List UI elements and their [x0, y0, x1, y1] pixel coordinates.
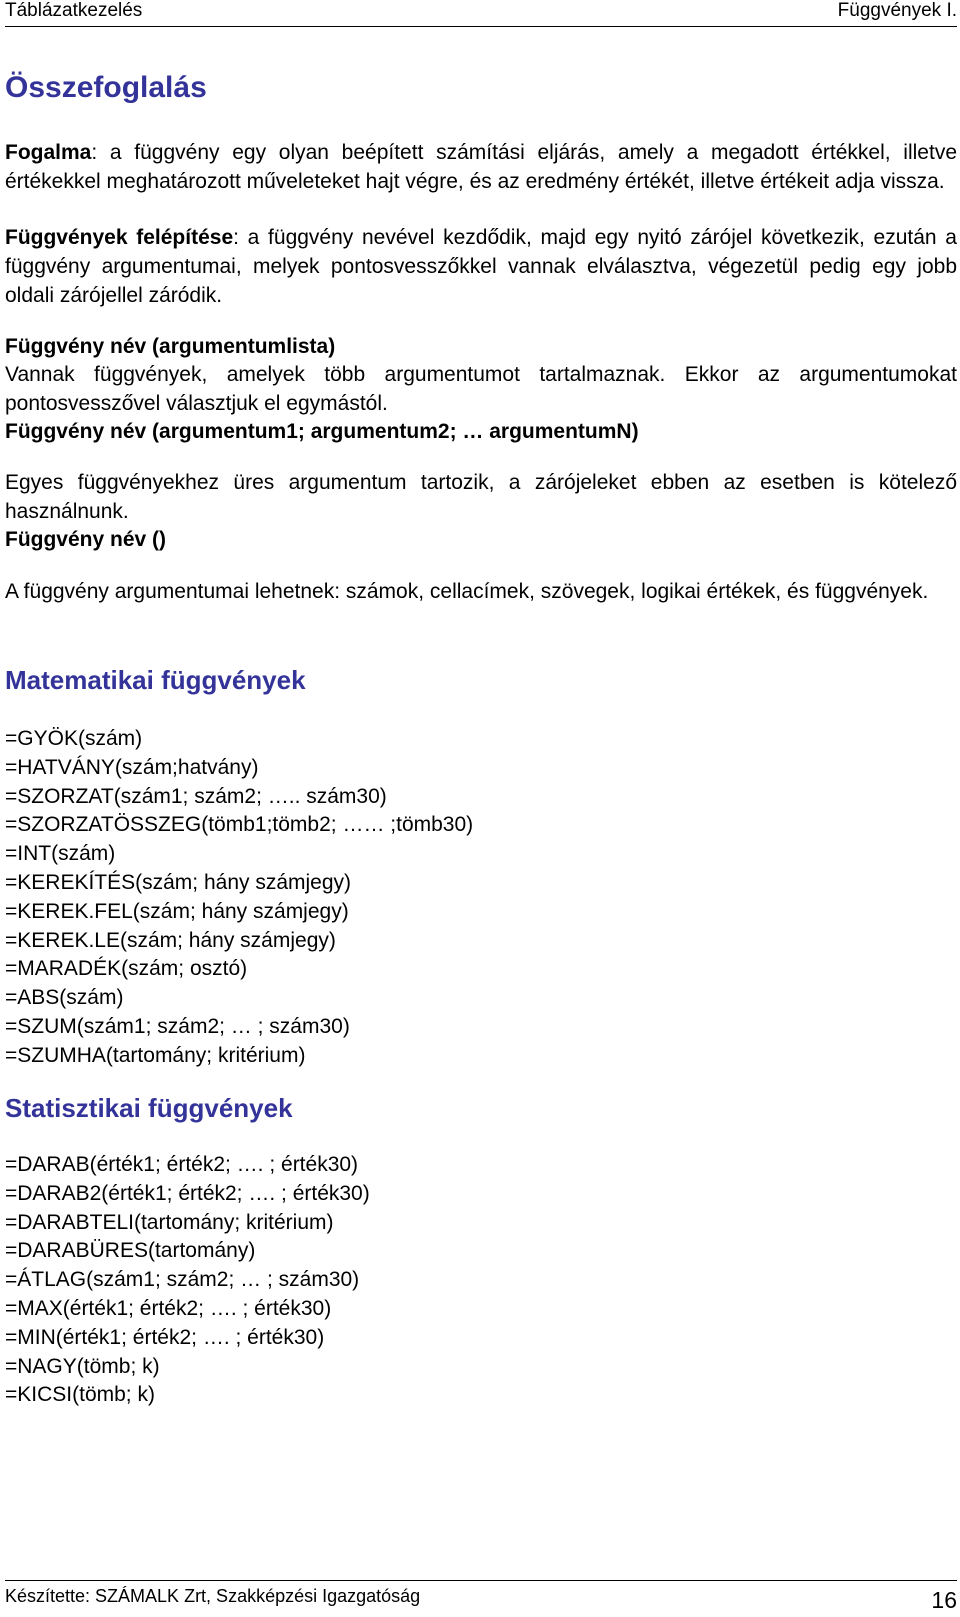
math-functions-heading: Matematikai függvények — [5, 665, 306, 695]
page-header — [5, 0, 957, 27]
list-item: =DARABÜRES(tartomány) — [5, 1239, 256, 1263]
list-item: =MIN(érték1; érték2; …. ; érték30) — [5, 1325, 325, 1349]
list-item: =DARAB2(érték1; érték2; …. ; érték30) — [5, 1181, 370, 1205]
list-item: =KICSI(tömb; k) — [5, 1383, 155, 1407]
header-right: Függvények I. — [837, 0, 957, 21]
structure-paragraph — [5, 224, 957, 310]
list-item: =SZORZATÖSSZEG(tömb1;tömb2; …… ;tömb30) — [5, 813, 474, 837]
header-left: Táblázatkezelés — [5, 0, 143, 21]
list-item: =MAX(érték1; érték2; …. ; érték30) — [5, 1296, 332, 1320]
argument-types-paragraph: A függvény argumentumai lehetnek: számok, cellacímek, szövegek, logikai értékek, és függvények. — [5, 580, 929, 603]
definition-paragraph — [5, 139, 957, 197]
syntax-multi-arguments: Függvény név (argumentum1; argumentum2; … argumentumN) — [5, 420, 639, 443]
list-item: =MARADÉK(szám; osztó) — [5, 957, 248, 981]
list-item: =SZUMHA(tartomány; kritérium) — [5, 1043, 306, 1067]
list-item: =KEREK.LE(szám; hány számjegy) — [5, 928, 336, 952]
stat-functions-heading: Statisztikai függvények — [5, 1093, 293, 1123]
empty-argument-paragraph: Egyes függvényekhez üres argumentum tartozik, a zárójeleket ebben az esetben is kötelező használnunk. — [5, 471, 957, 523]
list-item: =DARABTELI(tartomány; kritérium) — [5, 1210, 334, 1234]
list-item: =GYÖK(szám) — [5, 727, 143, 750]
definition-term: Fogalma — [5, 141, 92, 164]
multi-argument-paragraph: Vannak függvények, amelyek több argumentumot tartalmaznak. Ekkor az argumentumokat pontosvesszővel választjuk el egymástól. — [5, 363, 957, 415]
footer-author: Készítette: SZÁMALK Zrt, Szakképzési Igazgatóság — [5, 1586, 421, 1606]
list-item: =KEREKÍTÉS(szám; hány számjegy) — [5, 870, 352, 894]
list-item: =ABS(szám) — [5, 986, 124, 1010]
list-item: =SZORZAT(szám1; szám2; ….. szám30) — [5, 784, 387, 808]
list-item: =KEREK.FEL(szám; hány számjegy) — [5, 899, 349, 923]
stat-functions-list — [5, 1151, 370, 1410]
page-number: 16 — [931, 1587, 957, 1613]
definition-text: : a függvény egy olyan beépített számítási eljárás, amely a megadott értékkel, illetve értékekkel meghatározott műveleteket hajt végre, és az eredmény értékét, illetve értékeit adja vissza. — [5, 141, 957, 193]
structure-term: Függvények felépítése — [5, 226, 234, 249]
page-title: Összefoglalás — [5, 71, 207, 104]
math-functions-list — [5, 725, 473, 1071]
syntax-argumentlist: Függvény név (argumentumlista) — [5, 335, 336, 358]
list-item: =DARAB(érték1; érték2; …. ; érték30) — [5, 1153, 359, 1176]
structure-text: : a függvény nevével kezdődik, majd egy nyitó zárójel következik, ezután a függvény argumentumai, melyek pontosvesszőkkel vannak elválasztva, végezetül pedig egy jobb oldali zárójellel záródik. — [5, 226, 957, 307]
list-item: =HATVÁNY(szám;hatvány) — [5, 755, 259, 779]
page-footer — [5, 1580, 957, 1617]
syntax-empty-arguments: Függvény név () — [5, 528, 167, 551]
list-item: =SZUM(szám1; szám2; … ; szám30) — [5, 1014, 350, 1038]
list-item: =NAGY(tömb; k) — [5, 1354, 160, 1378]
list-item: =ÁTLAG(szám1; szám2; … ; szám30) — [5, 1268, 360, 1292]
list-item: =INT(szám) — [5, 842, 116, 866]
